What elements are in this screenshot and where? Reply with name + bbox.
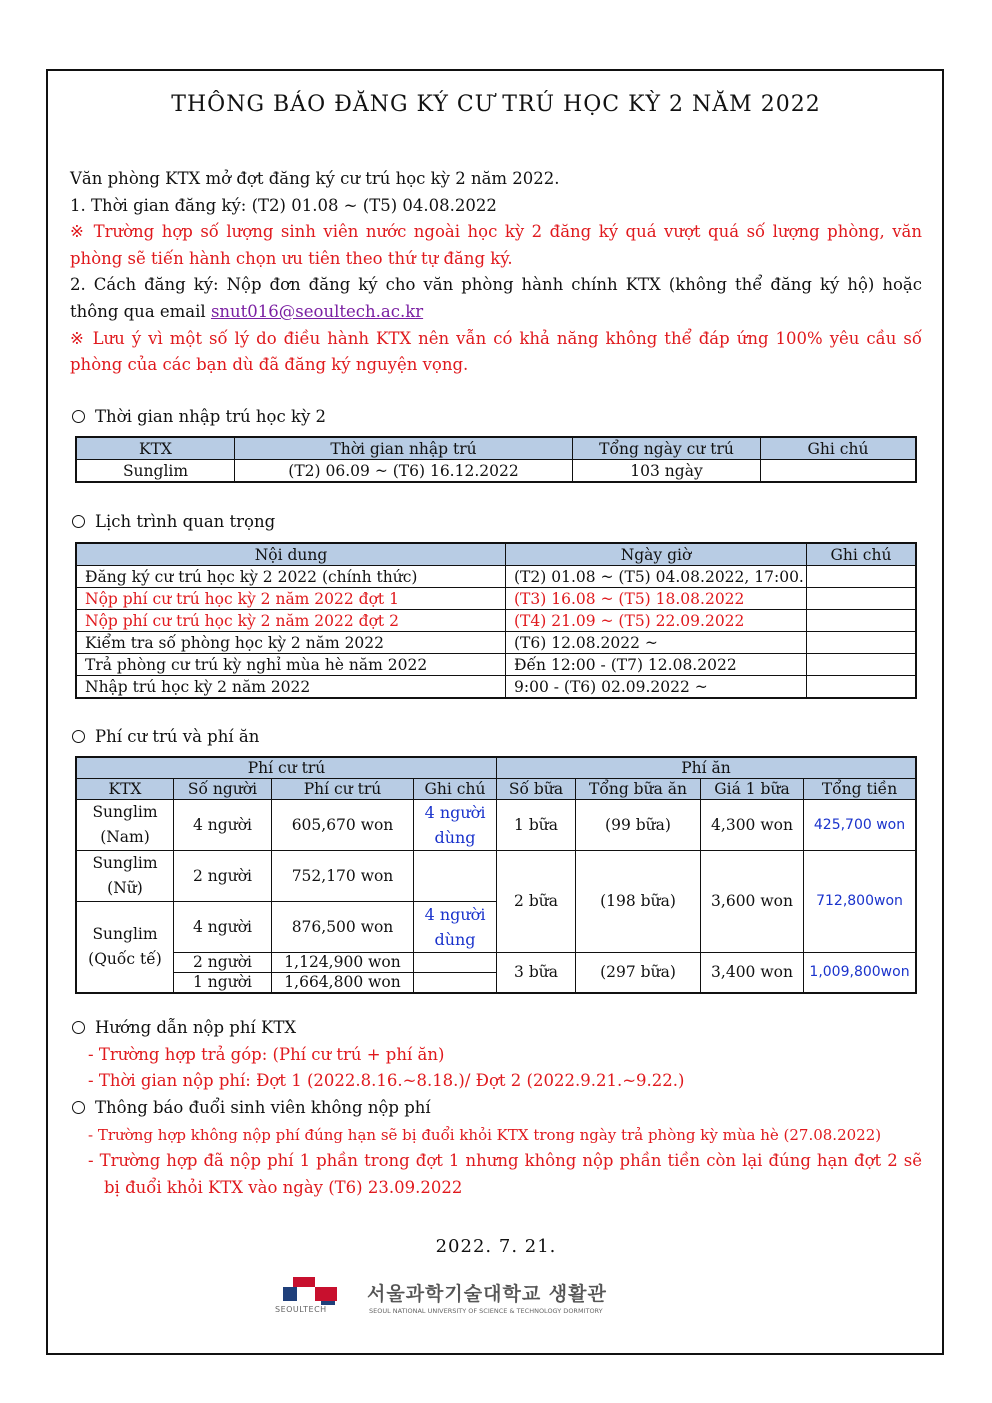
meals-cell: 3 bữa bbox=[497, 953, 576, 994]
people-cell: 1 người bbox=[174, 973, 272, 994]
intro-line: Văn phòng KTX mở đợt đăng ký cư trú học kỳ 2 năm 2022. bbox=[70, 169, 560, 188]
section-eviction-heading bbox=[72, 1095, 922, 1122]
meals-cell: 1 bữa bbox=[497, 800, 576, 851]
col-header: Ghi chú bbox=[807, 543, 917, 566]
eviction-notice bbox=[72, 1095, 922, 1201]
circle-bullet-icon bbox=[72, 730, 85, 743]
dorm-cell: Sunglim (Nữ) bbox=[76, 851, 174, 902]
dorm-cell: Sunglim (Nam) bbox=[76, 800, 174, 851]
table-cell: 9:00 - (T6) 02.09.2022 ~ bbox=[506, 676, 807, 699]
note-cell: 4 người dùng bbox=[414, 902, 497, 953]
col-header: Số bữa bbox=[497, 779, 576, 800]
table-row bbox=[76, 566, 916, 588]
table-cell bbox=[807, 610, 917, 632]
section-schedule-heading bbox=[72, 512, 275, 531]
payment-item: - Thời gian nộp phí: Đợt 1 (2022.8.16.~8.18.)/ Đợt 2 (2022.9.21.~9.22.) bbox=[88, 1071, 685, 1091]
fee-cell: 605,670 won bbox=[272, 800, 414, 851]
col-header: Ghi chú bbox=[761, 437, 917, 460]
total-meals-cell: (297 bữa) bbox=[576, 953, 701, 994]
people-cell: 4 người bbox=[174, 800, 272, 851]
note-cell bbox=[414, 973, 497, 994]
section-heading-text: Hướng dẫn nộp phí KTX bbox=[95, 1018, 297, 1037]
table-cell bbox=[807, 566, 917, 588]
table-cell: Đến 12:00 - (T7) 12.08.2022 bbox=[506, 654, 807, 676]
table-row bbox=[76, 676, 916, 699]
table-cell: (T4) 21.09 ~ (T5) 22.09.2022 bbox=[506, 610, 807, 632]
section-payment-heading bbox=[72, 1015, 684, 1042]
registration-method-text: 2. Cách đăng ký: Nộp đơn đăng ký cho văn phòng hành chính KTX (không thể đăng ký hộ) hoặc thông qua email bbox=[70, 275, 922, 321]
section-move-in-heading bbox=[72, 407, 326, 426]
priority-note: ※ Trường hợp số lượng sinh viên nước ngoài học kỳ 2 đăng ký quá vượt quá số lượng phòng, văn phòng sẽ tiến hành chọn ưu tiên theo thứ tự đăng ký. bbox=[70, 222, 922, 268]
note-cell: 4 người dùng bbox=[414, 800, 497, 851]
table-cell: Nộp phí cư trú học kỳ 2 năm 2022 đợt 1 bbox=[76, 588, 506, 610]
people-cell: 2 người bbox=[174, 953, 272, 973]
page-title: THÔNG BÁO ĐĂNG KÝ CƯ TRÚ HỌC KỲ 2 NĂM 2022 bbox=[171, 92, 821, 117]
fee-cell: 1,664,800 won bbox=[272, 973, 414, 994]
fee-cell: 752,170 won bbox=[272, 851, 414, 902]
table-cell bbox=[807, 676, 917, 699]
circle-bullet-icon bbox=[72, 1101, 85, 1114]
eviction-item: - Trường hợp đã nộp phí 1 phần trong đợt 1 nhưng không nộp phần tiền còn lại đúng hạn đợt 2 sẽ bị đuổi khỏi KTX vào ngày (T6) 23.09.2022 bbox=[88, 1151, 922, 1197]
meal-total-cell: 1,009,800won bbox=[804, 953, 917, 994]
col-header: Tổng ngày cư trú bbox=[573, 437, 761, 460]
table-cell: (T2) 06.09 ~ (T6) 16.12.2022 bbox=[235, 460, 573, 483]
meal-price-cell: 4,300 won bbox=[701, 800, 804, 851]
fee-cell: 1,124,900 won bbox=[272, 953, 414, 973]
logo-brand: SEOULTECH bbox=[275, 1305, 327, 1314]
table-cell: Trả phòng cư trú kỳ nghỉ mùa hè năm 2022 bbox=[76, 654, 506, 676]
meals-cell: 2 bữa bbox=[497, 851, 576, 953]
fee-cell: 876,500 won bbox=[272, 902, 414, 953]
schedule-table bbox=[75, 542, 917, 699]
table-cell bbox=[807, 654, 917, 676]
col-header: Thời gian nhập trú bbox=[235, 437, 573, 460]
table-cell: (T6) 12.08.2022 ~ bbox=[506, 632, 807, 654]
section-fees-heading bbox=[72, 727, 259, 746]
section-heading-text: Thông báo đuổi sinh viên không nộp phí bbox=[95, 1098, 431, 1117]
col-header: Số người bbox=[174, 779, 272, 800]
col-header: KTX bbox=[76, 779, 174, 800]
table-cell: Đăng ký cư trú học kỳ 2 2022 (chính thức) bbox=[76, 566, 506, 588]
table-cell: Nộp phí cư trú học kỳ 2 năm 2022 đợt 2 bbox=[76, 610, 506, 632]
people-cell: 4 người bbox=[174, 902, 272, 953]
registration-period: 1. Thời gian đăng ký: (T2) 01.08 ~ (T5) 04.08.2022 bbox=[70, 195, 497, 215]
table-row bbox=[76, 460, 916, 483]
total-meals-cell: (198 bữa) bbox=[576, 851, 701, 953]
col-header: Ngày giờ bbox=[506, 543, 807, 566]
table-cell: Nhập trú học kỳ 2 năm 2022 bbox=[76, 676, 506, 699]
col-header: Giá 1 bữa bbox=[701, 779, 804, 800]
col-header: Tổng tiền bbox=[804, 779, 917, 800]
document-date: 2022. 7. 21. bbox=[435, 1236, 557, 1257]
table-cell bbox=[807, 588, 917, 610]
table-cell bbox=[807, 632, 917, 654]
table-row bbox=[76, 632, 916, 654]
capacity-note: ※ Lưu ý vì một số lý do điều hành KTX nên vẫn có khả năng không thể đáp ứng 100% yêu cầu số phòng của các bạn dù đã đăng ký nguyện vọng. bbox=[70, 328, 922, 375]
table-cell: Kiểm tra số phòng học kỳ 2 năm 2022 bbox=[76, 632, 506, 654]
intro bbox=[70, 166, 922, 379]
table-row bbox=[76, 588, 916, 610]
col-header: Phí cư trú bbox=[272, 779, 414, 800]
move-in-table bbox=[75, 436, 917, 483]
col-header: Tổng bữa ăn bbox=[576, 779, 701, 800]
meal-total-cell: 425,700 won bbox=[804, 800, 917, 851]
university-logo bbox=[275, 1277, 735, 1317]
section-heading-text: Thời gian nhập trú học kỳ 2 bbox=[95, 407, 327, 426]
meal-price-cell: 3,400 won bbox=[701, 953, 804, 994]
people-cell: 2 người bbox=[174, 851, 272, 902]
eviction-item: - Trường hợp không nộp phí đúng hạn sẽ bị đuổi khỏi KTX trong ngày trả phòng kỳ mùa hè (27.08.2022) bbox=[88, 1125, 882, 1144]
group-header-meals: Phí ăn bbox=[497, 757, 917, 779]
table-row bbox=[76, 953, 916, 973]
logo-english-name: SEOUL NATIONAL UNIVERSITY OF SCIENCE & TECHNOLOGY DORMITORY bbox=[369, 1307, 603, 1315]
registration-method bbox=[70, 272, 922, 325]
note-cell bbox=[414, 953, 497, 973]
table-cell bbox=[761, 460, 917, 483]
table-cell: 103 ngày bbox=[573, 460, 761, 483]
circle-bullet-icon bbox=[72, 410, 85, 423]
table-cell: Sunglim bbox=[76, 460, 235, 483]
table-cell: (T2) 01.08 ~ (T5) 04.08.2022, 17:00. bbox=[506, 566, 807, 588]
section-heading-text: Lịch trình quan trọng bbox=[95, 512, 276, 531]
total-meals-cell: (99 bữa) bbox=[576, 800, 701, 851]
table-row bbox=[76, 800, 916, 851]
table-row bbox=[76, 610, 916, 632]
logo-korean-name: 서울과학기술대학교 생활관 bbox=[367, 1283, 607, 1305]
table-cell: (T3) 16.08 ~ (T5) 18.08.2022 bbox=[506, 588, 807, 610]
email-link[interactable]: snut016@seoultech.ac.kr bbox=[210, 301, 424, 321]
col-header: Nội dung bbox=[76, 543, 506, 566]
meal-price-cell: 3,600 won bbox=[701, 851, 804, 953]
group-header-housing: Phí cư trú bbox=[76, 757, 497, 779]
col-header: KTX bbox=[76, 437, 235, 460]
table-row bbox=[76, 654, 916, 676]
note-cell bbox=[414, 851, 497, 902]
section-heading-text: Phí cư trú và phí ăn bbox=[95, 727, 260, 746]
table-row bbox=[76, 851, 916, 902]
circle-bullet-icon bbox=[72, 1021, 85, 1034]
payment-guide bbox=[72, 1015, 684, 1095]
fees-table bbox=[75, 756, 917, 994]
col-header: Ghi chú bbox=[414, 779, 497, 800]
meal-total-cell: 712,800won bbox=[804, 851, 917, 953]
dorm-cell: Sunglim (Quốc tế) bbox=[76, 902, 174, 994]
circle-bullet-icon bbox=[72, 515, 85, 528]
payment-item: - Trường hợp trả góp: (Phí cư trú + phí ăn) bbox=[88, 1044, 445, 1064]
